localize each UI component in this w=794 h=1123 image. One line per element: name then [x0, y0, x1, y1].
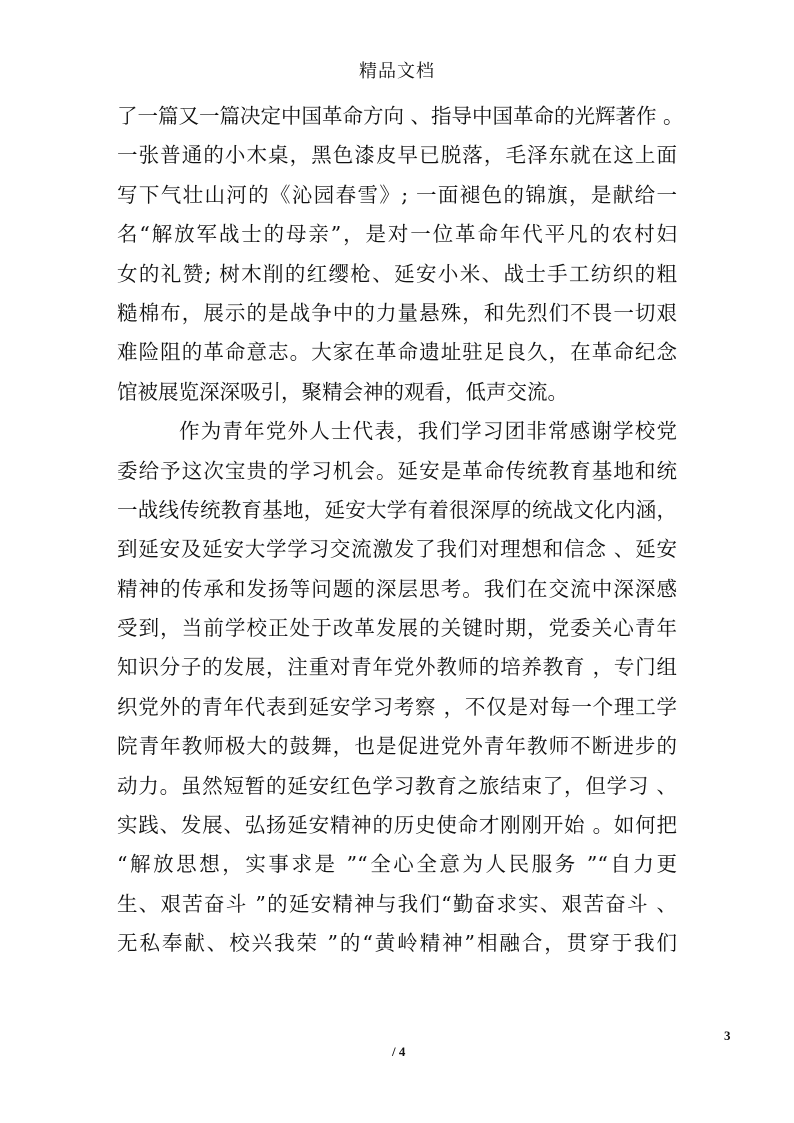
text-line: 受到，当前学校正处于改革发展的关键时期，党委关心青年 [117, 616, 677, 641]
text-line: 到延安及延安大学学习交流激发了我们对理想和信念 、延安 [117, 537, 677, 562]
document-body [117, 97, 684, 964]
text-line: 织党外的青年代表到延安学习考察 ，不仅是对每一个理工学 [117, 694, 677, 719]
text-line: 馆被展览深深吸引，聚精会神的观看，低声交流。 [117, 379, 568, 404]
text-line: 精神的传承和发扬等问题的深层思考。我们在交流中深深感 [117, 576, 677, 601]
text-line: 知识分子的发展，注重对青年党外教师的培养教育 ，专门组 [117, 655, 677, 680]
text-line: 名“解放军战士的母亲”，是对一位革命年代平凡的农村妇 [117, 222, 677, 247]
page-total: / 4 [392, 1044, 406, 1059]
paragraph-1 [117, 97, 684, 412]
text-line: 实践、发展、弘扬延安精神的历史使命才刚刚开始 。如何把 [117, 813, 677, 838]
text-line: 了一篇又一篇决定中国革命方向 、指导中国革命的光辉著作 。 [117, 104, 684, 128]
text-line: 作为青年党外人士代表，我们学习团非常感谢学校党 [179, 419, 677, 444]
paragraph-2 [117, 412, 677, 963]
text-line: 生、艰苦奋斗 ”的延安精神与我们“勤奋求实、艰苦奋斗 、 [117, 891, 677, 916]
text-line: 院青年教师极大的鼓舞，也是促进党外青年教师不断进步的 [117, 734, 677, 759]
text-line: 一张普通的小木桌，黑色漆皮早已脱落，毛泽东就在这上面 [117, 143, 677, 168]
text-line: 无私奉献、校兴我荣 ”的“黄岭精神”相融合，贯穿于我们 [117, 931, 677, 956]
text-line: 女的礼赞; 树木削的红缨枪、延安小米、战士手工纺织的粗 [117, 261, 677, 286]
text-line: 难险阻的革命意志。大家在革命遗址驻足良久，在革命纪念 [117, 340, 677, 365]
text-line: 动力。虽然短暂的延安红色学习教育之旅结束了，但学习 、 [117, 773, 677, 798]
text-line: 写下气壮山河的《沁园春雪》; 一面褪色的锦旗，是献给一 [117, 182, 677, 207]
page-header: 精品文档 [359, 61, 435, 82]
text-line: 糙棉布，展示的是战争中的力量悬殊，和先烈们不畏一切艰 [117, 300, 677, 325]
text-line: “解放思想，实事求是 ”“全心全意为人民服务 ”“自力更 [117, 852, 677, 877]
page-number: 3 [724, 1028, 731, 1043]
text-line: 委给予这次宝贵的学习机会。延安是革命传统教育基地和统 [117, 458, 677, 483]
text-line: 一战线传统教育基地，延安大学有着很深厚的统战文化内涵， [117, 497, 677, 522]
